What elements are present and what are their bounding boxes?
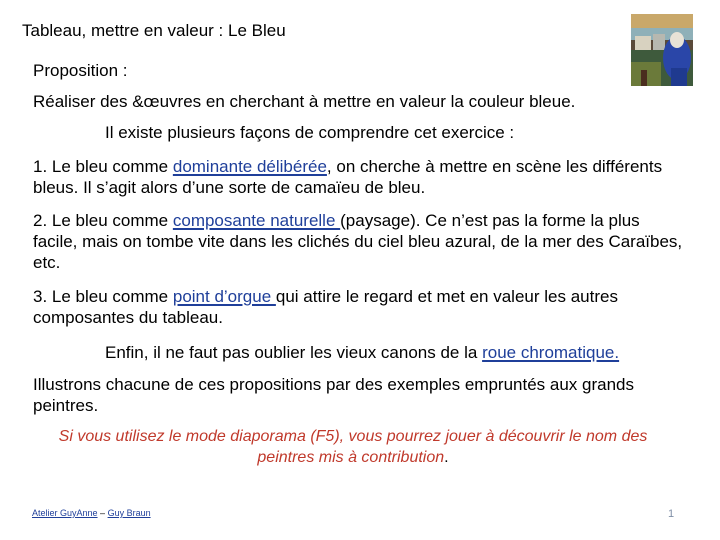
item-1 bbox=[33, 156, 683, 198]
link-roue-chromatique[interactable]: roue chromatique. bbox=[482, 343, 620, 362]
slideshow-note bbox=[33, 426, 673, 468]
page-number: 1 bbox=[668, 508, 675, 520]
link-point-dorgue[interactable]: point d’orgue bbox=[172, 287, 276, 306]
slide-title: Tableau, mettre en valeur : Le Bleu bbox=[22, 21, 286, 40]
item-2-rest: (paysage). Ce n’est pas la forme la plus facile, mais on tombe vite dans les clichés du ciel bleu azural, de la mer des Caraïbes, etc. bbox=[33, 211, 683, 272]
link-composante-naturelle[interactable]: composante naturelle bbox=[172, 211, 341, 230]
item-2-lead: 2. Le bleu comme bbox=[33, 211, 173, 230]
footer-link-author[interactable]: Guy Braun bbox=[107, 508, 151, 518]
painting-thumbnail bbox=[631, 14, 693, 86]
realiser-text: Réaliser des &œuvres en cherchant à mettre en valeur la couleur bleue. bbox=[33, 92, 576, 111]
enfin-lead: Enfin, il ne faut pas oublier les vieux canons de la bbox=[105, 343, 483, 362]
link-dominante-deliberee[interactable]: dominante délibérée bbox=[172, 157, 327, 176]
proposition-label: Proposition : bbox=[33, 61, 128, 80]
item-3-lead: 3. Le bleu comme bbox=[33, 287, 173, 306]
footer-separator: – bbox=[97, 508, 108, 518]
item-1-lead: 1. Le bleu comme bbox=[33, 157, 173, 176]
painting-icon bbox=[631, 14, 693, 86]
item-3 bbox=[33, 286, 683, 328]
enfin-text bbox=[105, 342, 619, 363]
intro-text: Il existe plusieurs façons de comprendre cet exercice : bbox=[105, 123, 515, 142]
footer-link-atelier[interactable]: Atelier GuyAnne bbox=[32, 508, 98, 518]
illustrons-text: Illustrons chacune de ces propositions par des exemples empruntés aux grands peintres. bbox=[33, 375, 635, 415]
item-1-rest: , on cherche à mettre en scène les différents bleus. Il s’agit alors d’une sorte de camaïeu de bleu. bbox=[33, 157, 663, 197]
item-2 bbox=[33, 210, 683, 273]
slideshow-note-text: Si vous utilisez le mode diaporama (F5), vous pourrez jouer à découvrir le nom des peintres mis à contribution bbox=[58, 428, 648, 466]
item-3-rest: qui attire le regard et met en valeur les autres composantes du tableau. bbox=[33, 287, 618, 327]
footer bbox=[32, 507, 151, 519]
slideshow-note-period: . bbox=[444, 449, 449, 466]
